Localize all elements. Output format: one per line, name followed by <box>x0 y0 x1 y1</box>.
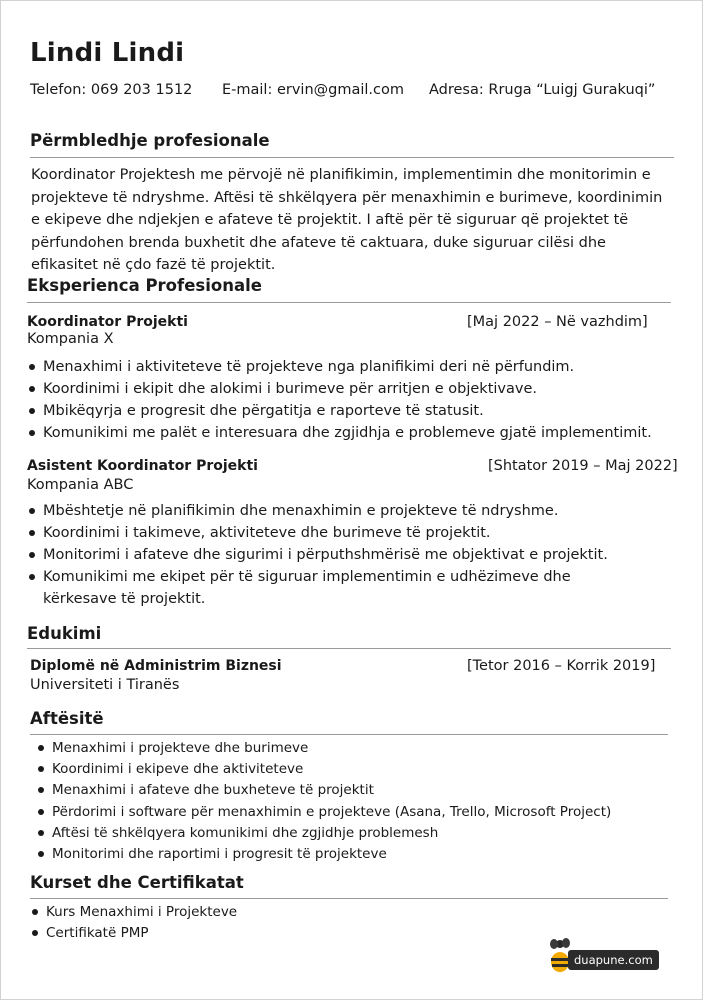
experience-rule <box>27 302 671 303</box>
list-item: Menaxhimi i afateve dhe buxheteve të projektit <box>36 780 611 801</box>
summary-text: Koordinator Projektesh me përvojë në planifikimin, implementimin dhe monitorimin e projekteve të ndryshme. Aftësi të shkëlqyera për menaxhimin e burimeve, koordinimin e ekipeve dhe ndjekjen e afateve të projektit. I aftë për të siguruar që projektet të përfundohen brenda buxhetit dhe afateve të caktuara, duke siguruar cilësi dhe efikasitet në çdo fazë të projektit. <box>31 167 663 273</box>
contact-email: E-mail: ervin@gmail.com <box>222 82 404 98</box>
job-bullets <box>27 356 652 444</box>
contact-phone: Telefon: 069 203 1512 <box>30 82 193 98</box>
education-heading: Edukimi <box>27 624 102 643</box>
summary-rule <box>30 157 674 158</box>
job-company: Kompania ABC <box>27 477 134 493</box>
school-name: Universiteti i Tiranës <box>30 677 180 693</box>
courses-list <box>30 902 237 944</box>
list-item: Përdorimi i software për menaxhimin e projekteve (Asana, Trello, Microsoft Project) <box>36 802 611 823</box>
list-item: Certifikatë PMP <box>30 923 237 944</box>
degree-title: Diplomë në Administrim Biznesi <box>30 658 282 674</box>
list-item: Komunikimi me palët e interesuara dhe zgjidhja e problemeve gjatë implementimit. <box>27 422 652 444</box>
skills-rule <box>30 734 668 735</box>
logo-text: duapune.com <box>568 950 659 970</box>
job-title: Asistent Koordinator Projekti <box>27 458 258 474</box>
job-company: Kompania X <box>27 331 114 347</box>
list-item: Komunikimi me ekipet për të siguruar implementimin e udhëzimeve dhe <box>27 566 608 588</box>
skills-heading: Aftësitë <box>30 709 104 728</box>
candidate-name: Lindi Lindi <box>30 38 185 68</box>
job-title: Koordinator Projekti <box>27 314 188 330</box>
list-item: Aftësi të shkëlqyera komunikimi dhe zgjidhje problemesh <box>36 823 611 844</box>
list-item: Kurs Menaxhimi i Projekteve <box>30 902 237 923</box>
list-item: Menaxhimi i aktiviteteve të projekteve nga planifikimi deri në përfundim. <box>27 356 652 378</box>
education-rule <box>27 648 671 649</box>
skills-list <box>36 738 611 865</box>
list-item: Menaxhimi i projekteve dhe burimeve <box>36 738 611 759</box>
list-item: Monitorimi i afateve dhe sigurimi i përputhshmërisë me objektivat e projektit. <box>27 544 608 566</box>
job-bullets <box>27 500 608 610</box>
education-dates: [Tetor 2016 – Korrik 2019] <box>467 658 656 674</box>
contact-address: Adresa: Rruga “Luigj Gurakuqi” <box>429 82 656 98</box>
job-dates: [Shtator 2019 – Maj 2022] <box>488 458 678 474</box>
list-item: Koordinimi i ekipeve dhe aktiviteteve <box>36 759 611 780</box>
courses-rule <box>30 898 668 899</box>
list-item: Mbikëqyrja e progresit dhe përgatitja e raporteve të statusit. <box>27 400 652 422</box>
job-dates: [Maj 2022 – Në vazhdim] <box>467 314 648 330</box>
experience-heading: Eksperienca Profesionale <box>27 276 262 295</box>
duapune-logo <box>548 932 658 974</box>
list-item: Monitorimi dhe raportimi i progresit të projekteve <box>36 844 611 865</box>
list-item: Mbështetje në planifikimin dhe menaxhimin e projekteve të ndryshme. <box>27 500 608 522</box>
summary-heading: Përmbledhje profesionale <box>30 131 270 150</box>
list-item: Koordinimi i takimeve, aktiviteteve dhe burimeve të projektit. <box>27 522 608 544</box>
courses-heading: Kurset dhe Certifikatat <box>30 873 244 892</box>
list-item: Koordinimi i ekipit dhe alokimi i burimeve për arritjen e objektivave. <box>27 378 652 400</box>
list-item-continuation: kërkesave të projektit. <box>43 591 206 607</box>
